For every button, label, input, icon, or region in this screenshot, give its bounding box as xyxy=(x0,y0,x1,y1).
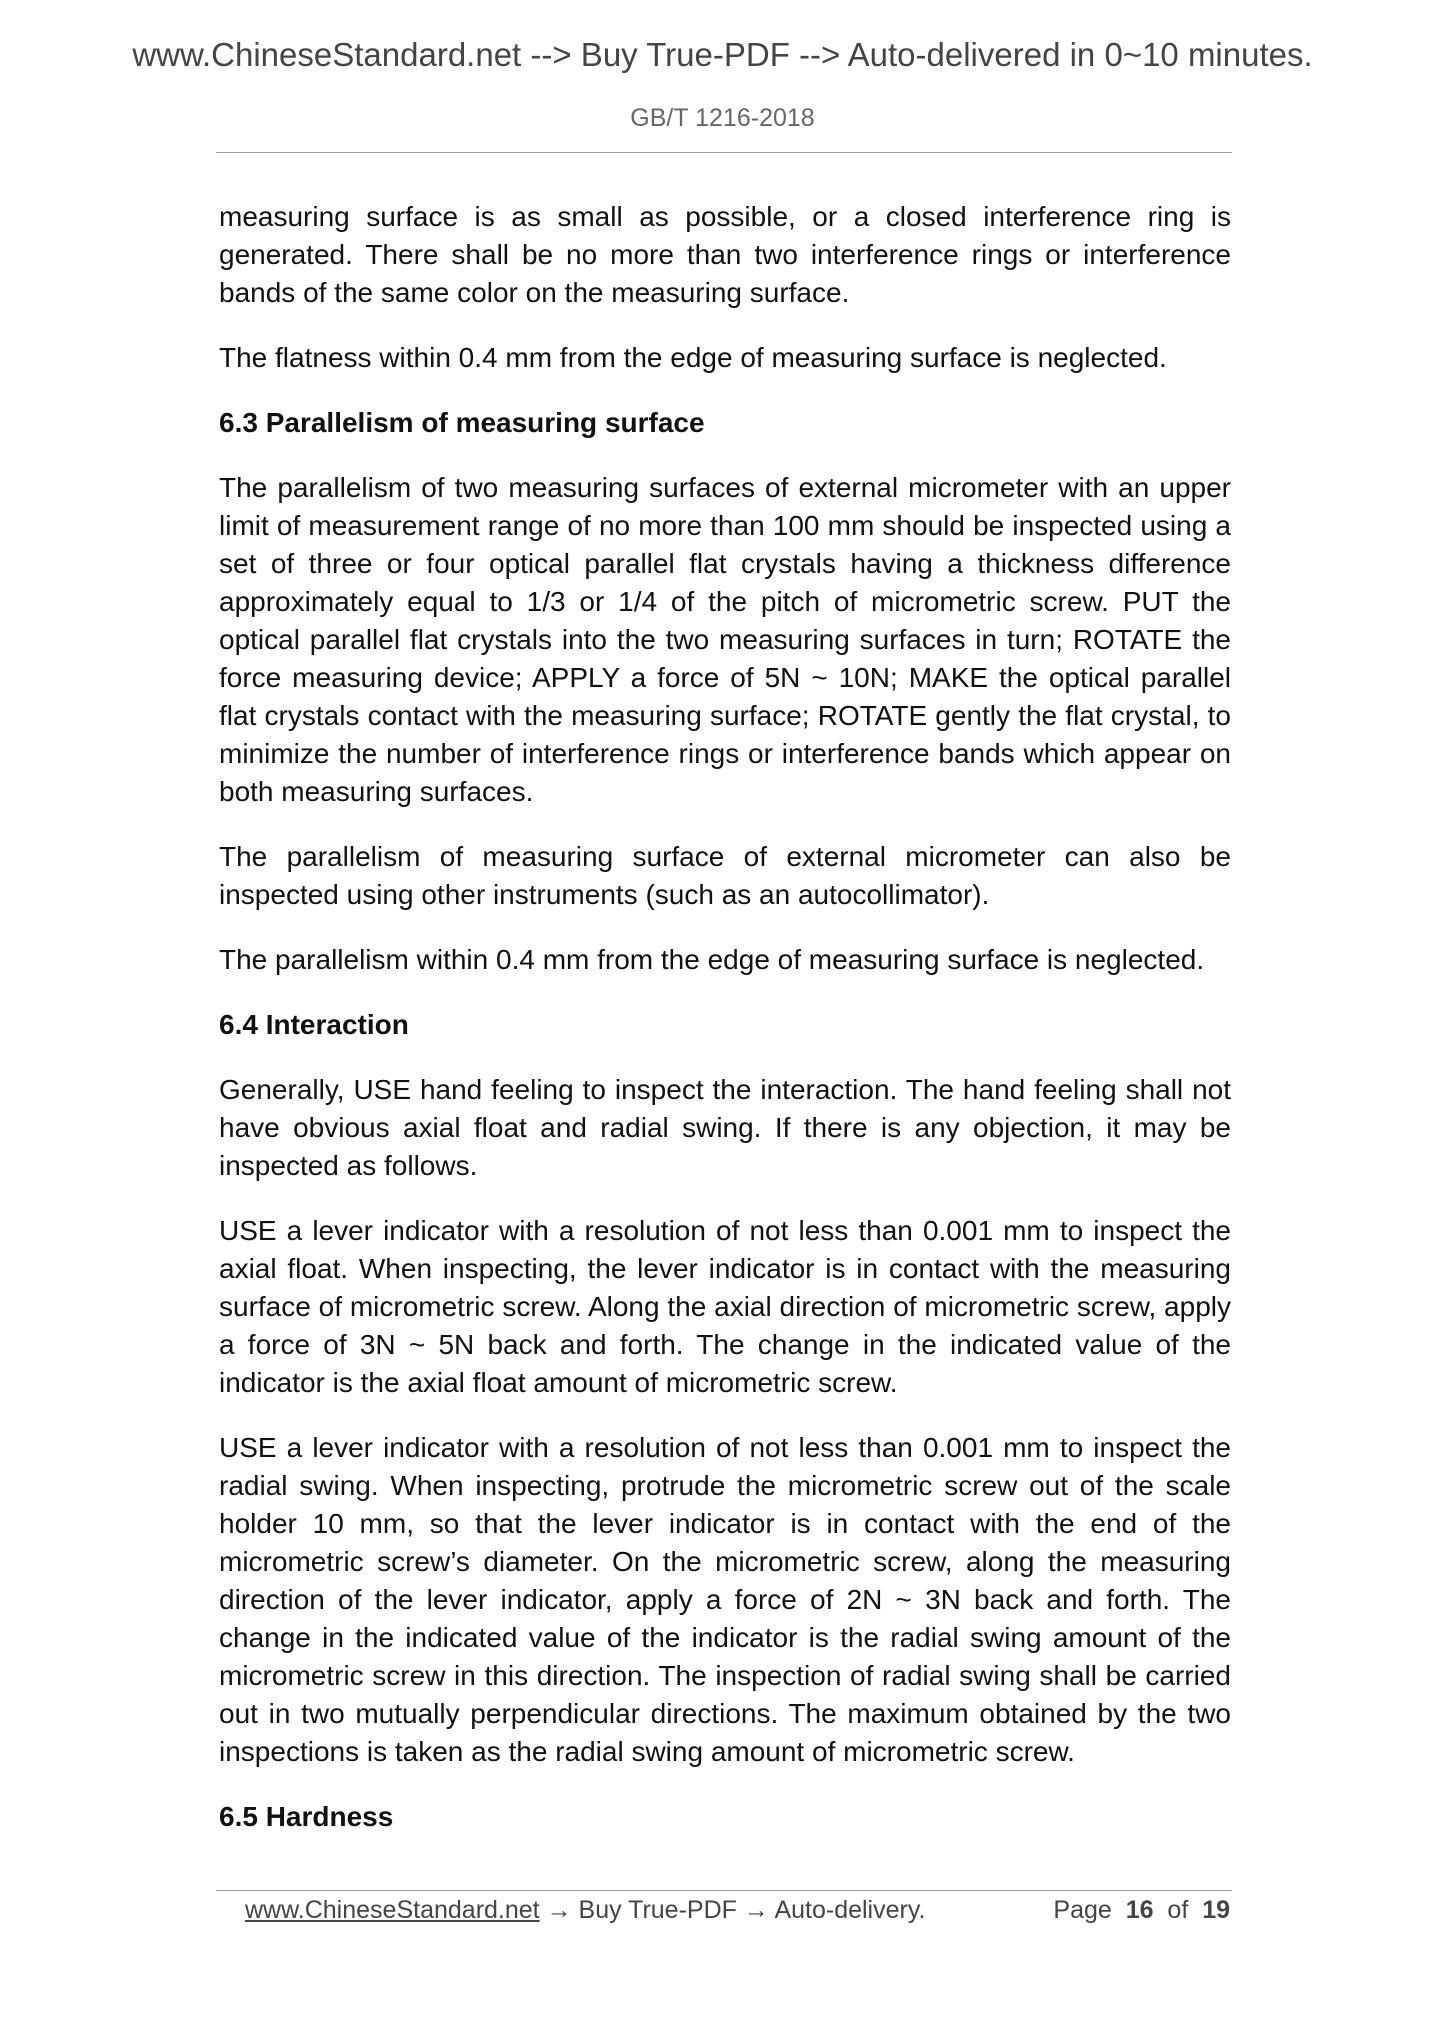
header-divider xyxy=(216,152,1232,153)
header-banner[interactable]: www.ChineseStandard.net --> Buy True-PDF --> Auto-delivered in 0~10 minutes. xyxy=(132,36,1313,73)
paragraph: USE a lever indicator with a resolution of not less than 0.001 mm to inspect the axial float. When inspecting, the lever indicator is in contact with the measuring surface of micrometric screw. Along the axial direction of micrometric screw, apply a force of 3N ~ 5N back and forth. The change in the indicated value of the indicator is the axial float amount of micrometric screw. xyxy=(219,1215,1231,1398)
section-heading-6-4: 6.4 Interaction xyxy=(219,1009,409,1040)
footer-divider xyxy=(216,1890,1232,1891)
paragraph: The parallelism within 0.4 mm from the edge of measuring surface is neglected. xyxy=(219,944,1205,975)
page-indicator xyxy=(1053,1896,1230,1925)
paragraph: measuring surface is as small as possible, or a closed interference ring is generated. There shall be no more than two interference rings or interference bands of the same color on the measuring surface. xyxy=(219,201,1231,308)
footer-site-link[interactable]: www.ChineseStandard.net xyxy=(245,1896,540,1924)
section-heading-6-3: 6.3 Parallelism of measuring surface xyxy=(219,407,705,438)
arrow-right-icon: → xyxy=(546,1896,572,1924)
of-label: of xyxy=(1167,1896,1189,1924)
paragraph: The flatness within 0.4 mm from the edge of measuring surface is neglected. xyxy=(219,342,1167,373)
doc-code: GB/T 1216-2018 xyxy=(630,104,815,132)
footer-delivery-text: Auto-delivery. xyxy=(774,1896,926,1924)
page-body xyxy=(219,198,1231,1863)
page-number: 16 xyxy=(1125,1896,1154,1924)
page-total: 19 xyxy=(1202,1896,1230,1924)
section-heading-6-5: 6.5 Hardness xyxy=(219,1801,394,1832)
paragraph: USE a lever indicator with a resolution of not less than 0.001 mm to inspect the radial swing. When inspecting, protrude the micrometric screw out of the scale holder 10 mm, so that the lever indicator is in contact with the end of the micrometric screw’s diameter. On the micrometric screw, along the measuring direction of the lever indicator, apply a force of 2N ~ 3N back and forth. The change in the indicated value of the indicator is the radial swing amount of the micrometric screw in this direction. The inspection of radial swing shall be carried out in two mutually perpendicular directions. The maximum obtained by the two inspections is taken as the radial swing amount of micrometric screw. xyxy=(219,1432,1231,1767)
arrow-right-icon: → xyxy=(743,1896,769,1924)
paragraph: Generally, USE hand feeling to inspect the interaction. The hand feeling shall not have obvious axial float and radial swing. If there is any objection, it may be inspected as follows. xyxy=(219,1074,1231,1181)
footer-buy-text: Buy True-PDF xyxy=(578,1896,737,1924)
page-label: Page xyxy=(1053,1896,1112,1924)
paragraph: The parallelism of two measuring surfaces of external micrometer with an upper limit of measurement range of no more than 100 mm should be inspected using a set of three or four optical parallel flat crystals having a thickness difference approximately equal to 1/3 or 1/4 of the pitch of micrometric screw. PUT the optical parallel flat crystals into the two measuring surfaces in turn; ROTATE the force measuring device; APPLY a force of 5N ~ 10N; MAKE the optical parallel flat crystals contact with the measuring surface; ROTATE gently the flat crystal, to minimize the number of interference rings or interference bands which appear on both measuring surfaces. xyxy=(219,472,1231,807)
paragraph: The parallelism of measuring surface of external micrometer can also be inspected using other instruments (such as an autocollimator). xyxy=(219,841,1231,910)
footer xyxy=(245,1896,1230,1925)
